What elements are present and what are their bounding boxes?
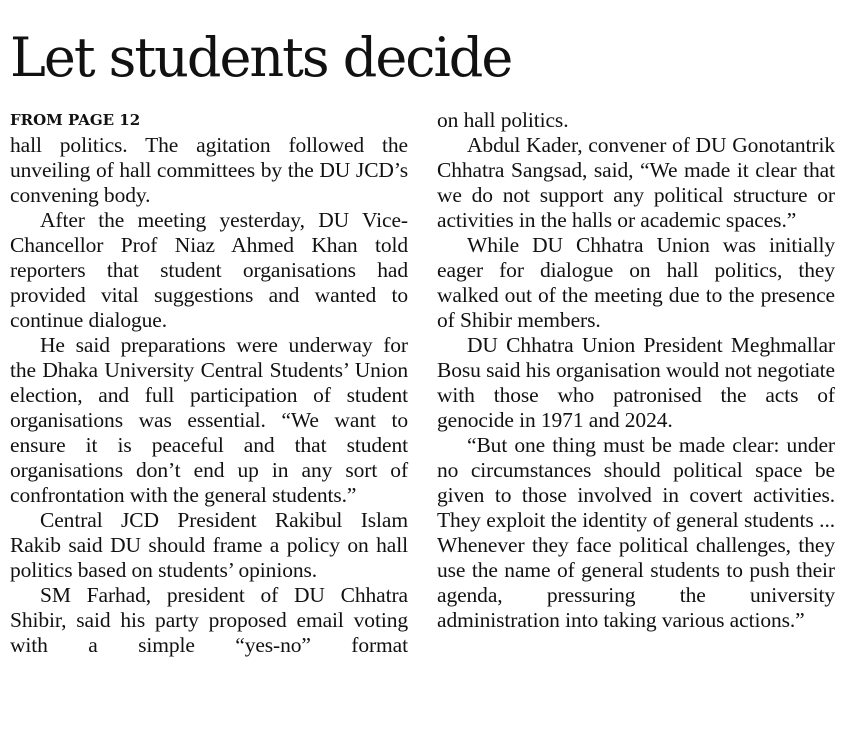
- paragraph-continuation-right: on hall politics.: [437, 108, 569, 132]
- article-column-right: [437, 108, 835, 633]
- paragraph-chhatra-union-president: DU Chhatra Union President Meghmallar Bosu said his organisation would not negotiate with those who patronised the acts of genocide in 1971 and 2024.: [437, 333, 835, 432]
- paragraph-jcd-president: Central JCD President Rakibul Islam Rakib said DU should frame a policy on hall politics based on students’ opinions.: [10, 508, 408, 582]
- paragraph-quote-general-students: “But one thing must be made clear: under no circumstances should political space be given to those involved in covert activities. They exploit the identity of general students ... Whenever they face political challenges, they use the name of general students to push their agenda, pressuring the university administration into taking various actions.”: [437, 433, 835, 632]
- article-column-left: [10, 108, 408, 658]
- headline: Let students decide: [10, 26, 512, 89]
- paragraph-shibir-president: SM Farhad, president of DU Chhatra Shibir, said his party proposed email voting with a simple “yes-no” format: [10, 583, 408, 657]
- paragraph-gonotantrik-convener: Abdul Kader, convener of DU Gonotantrik Chhatra Sangsad, said, “We made it clear that we do not support any political structure or activities in the halls or academic spaces.”: [437, 133, 835, 232]
- paragraph-chhatra-union-walkout: While DU Chhatra Union was initially eager for dialogue on hall politics, they walked out of the meeting due to the presence of Shibir members.: [437, 233, 835, 332]
- paragraph-vc-statement: After the meeting yesterday, DU Vice-Chancellor Prof Niaz Ahmed Khan told reporters that student organisations had provided vital suggestions and wanted to continue dialogue.: [10, 208, 408, 332]
- paragraph-election-preparations: He said preparations were underway for the Dhaka University Central Students’ Union election, and full participation of student organisations was essential. “We want to ensure it is peaceful and that student organisations don’t end up in any sort of confrontation with the general students.”: [10, 333, 408, 507]
- paragraph-continuation: hall politics. The agitation followed the unveiling of hall committees by the DU JCD’s convening body.: [10, 133, 408, 207]
- continuation-kicker: FROM PAGE 12: [10, 111, 141, 129]
